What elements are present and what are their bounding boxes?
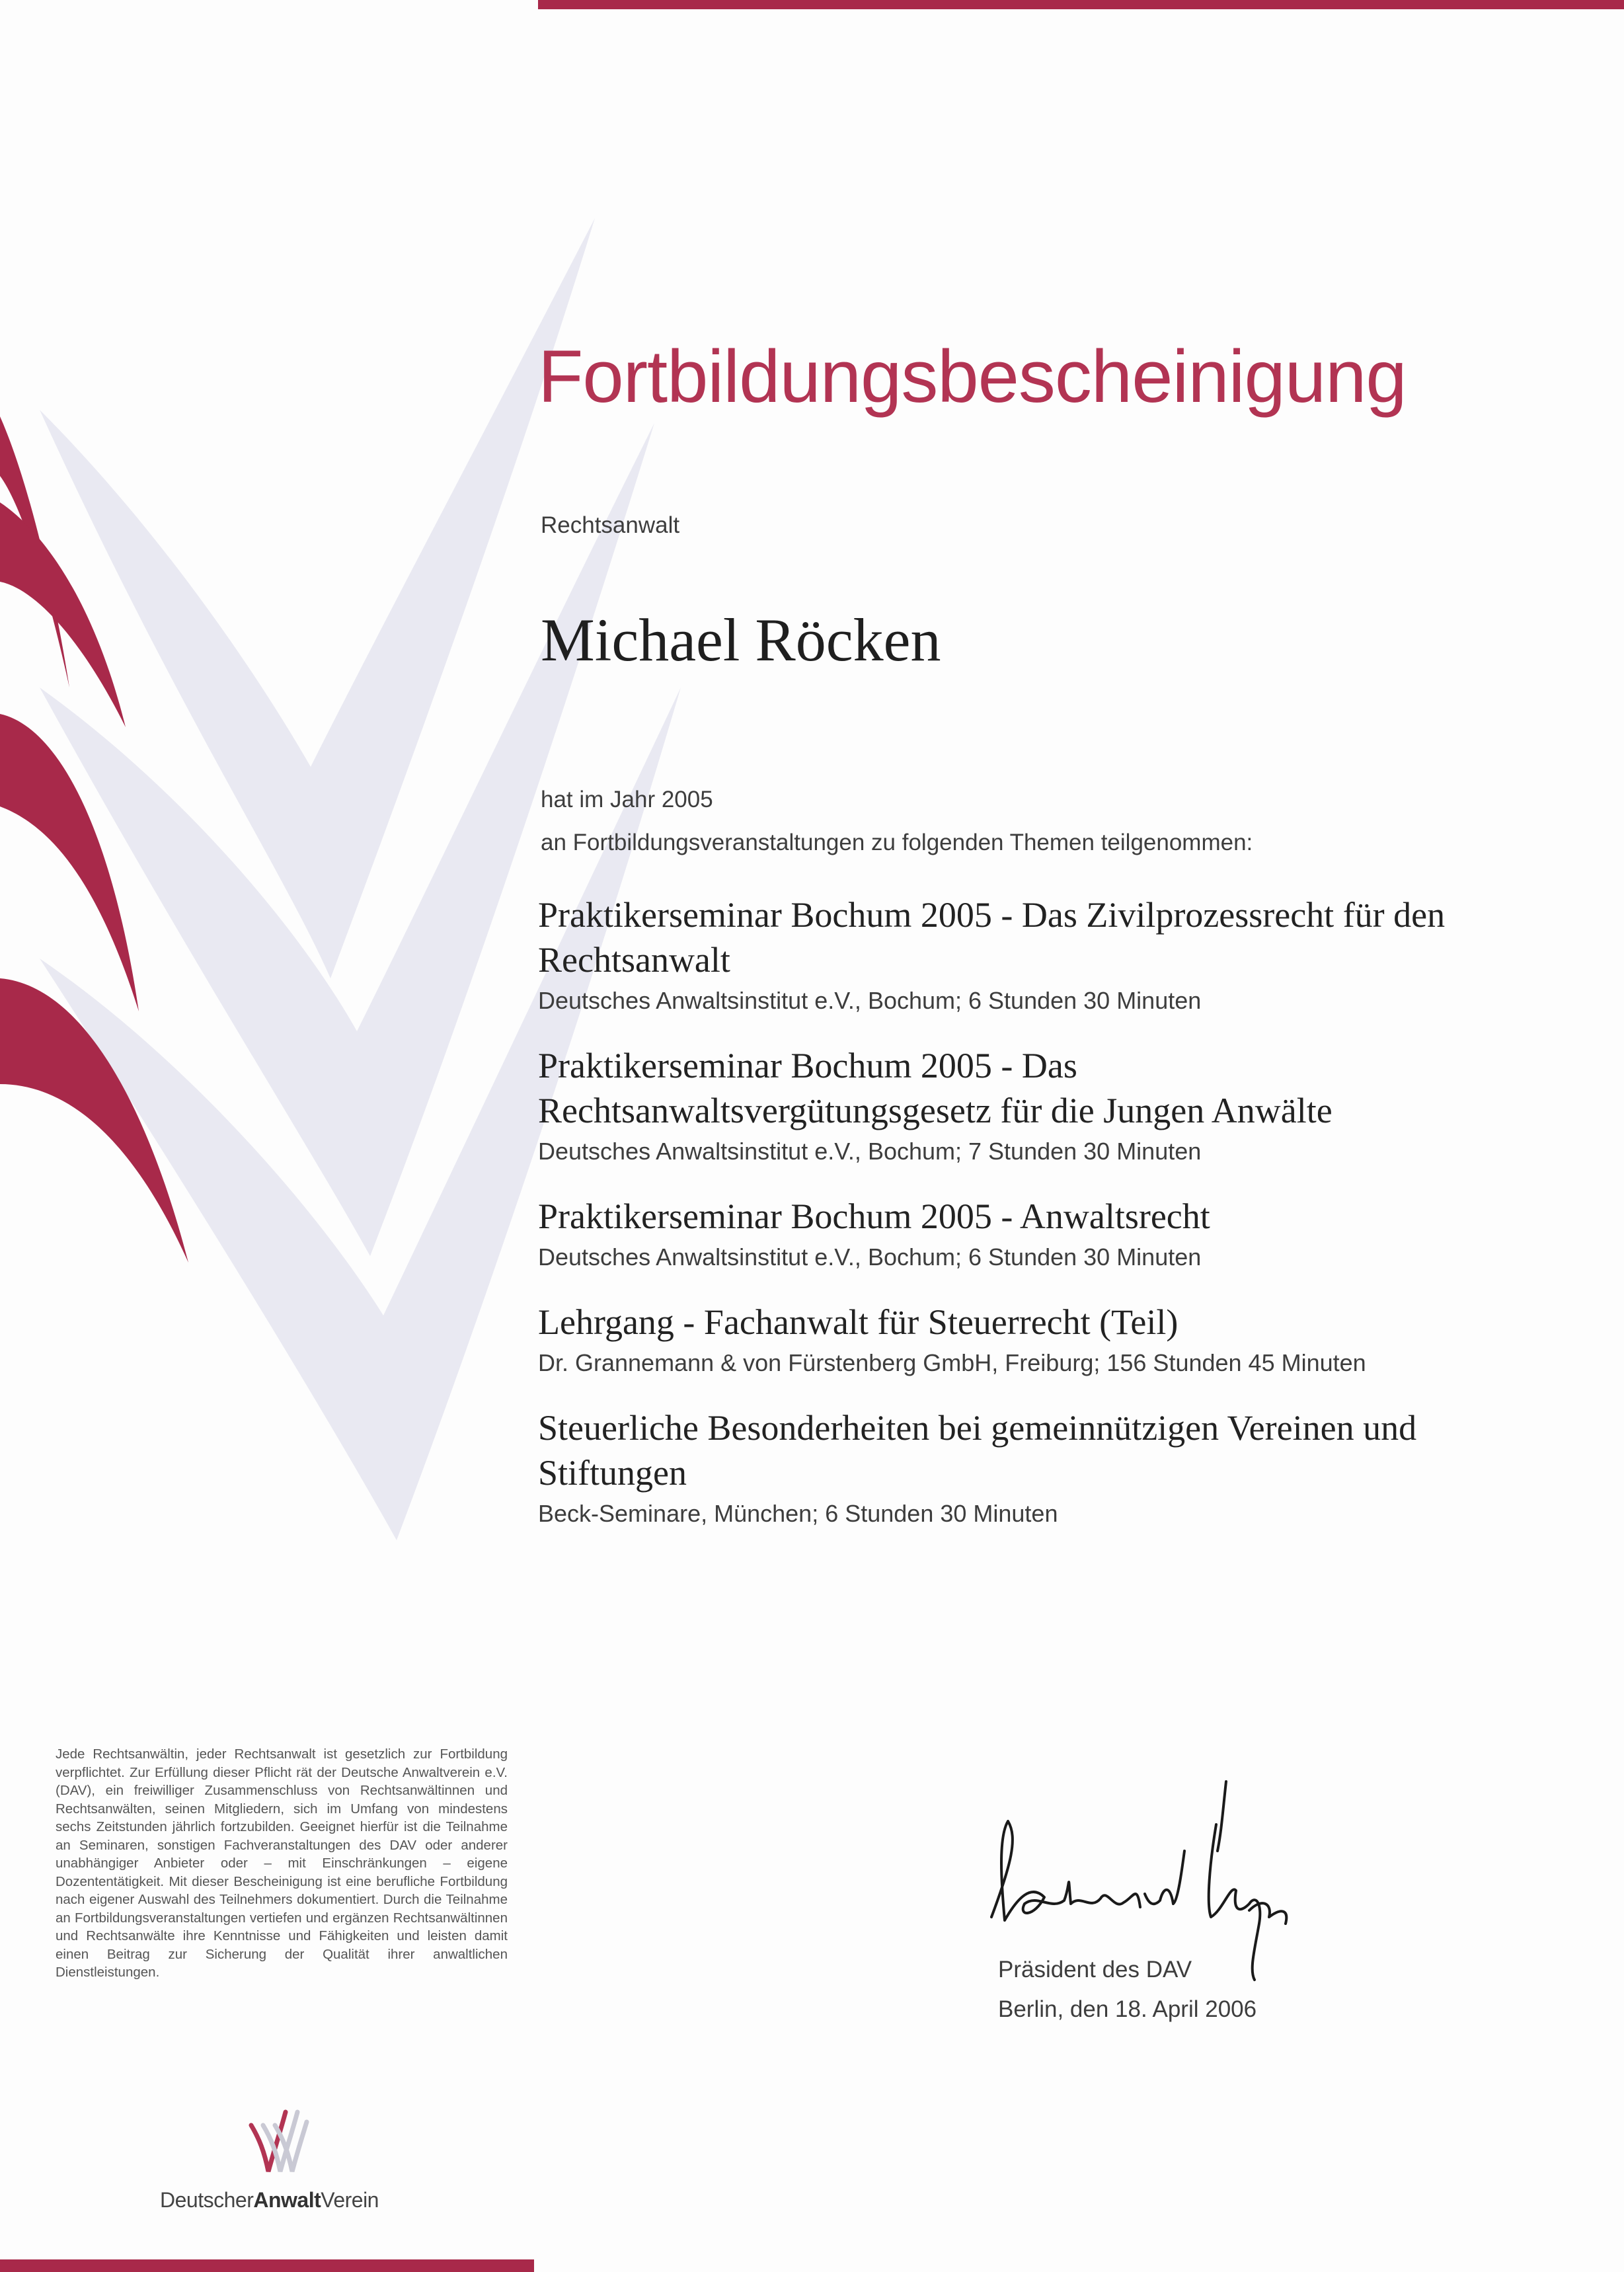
course-detail: Deutsches Anwaltsinstitut e.V., Bochum; 6 Stunden 30 Minuten xyxy=(538,987,1202,1014)
course-detail: Dr. Grannemann & von Fürstenberg GmbH, Freiburg; 156 Stunden 45 Minuten xyxy=(538,1349,1366,1376)
course-item xyxy=(538,1405,1496,1531)
certificate-title: Fortbildungsbescheinigung xyxy=(538,335,1407,418)
intro-year-line: hat im Jahr 2005 xyxy=(541,787,713,812)
course-item xyxy=(538,1043,1496,1169)
course-detail: Deutsches Anwaltsinstitut e.V., Bochum; 7 Stunden 30 Minuten xyxy=(538,1138,1202,1165)
course-title: Lehrgang - Fachanwalt für Steuerrecht (Teil) xyxy=(538,1302,1179,1342)
course-title: Praktikerseminar Bochum 2005 - Das Rechtsanwaltsvergütungsgesetz für die Jungen Anwälte xyxy=(538,1046,1333,1130)
recipient-salutation: Rechtsanwalt xyxy=(541,512,680,538)
course-item xyxy=(538,1300,1496,1380)
logo-text-suffix: Verein xyxy=(321,2188,379,2212)
course-detail: Deutsches Anwaltsinstitut e.V., Bochum; 6 Stunden 30 Minuten xyxy=(538,1243,1202,1271)
place-and-date: Berlin, den 18. April 2006 xyxy=(998,1996,1257,2022)
course-detail: Beck-Seminare, München; 6 Stunden 30 Minuten xyxy=(538,1500,1058,1527)
dav-logo-text xyxy=(160,2188,379,2213)
legal-note: Jede Rechtsanwältin, jeder Rechtsanwalt ist gesetzlich zur Fortbildung verpflichtet. Zur Erfüllung dieser Pflicht rät der Deutsche Anwaltverein e.V. (DAV), ein freiwilliger Zusammenschluss von Rechtsanwältinnen und Rechtsanwälten, seinen Mitgliedern, sich im Umfang von mindestens sechs Zeitstunden jährlich fortzubilden. Geeignet hierfür ist die Teilnahme an Seminaren, sonstigen Fachveranstaltungen des DAV oder anderer unabhängiger Anbieter oder – mit Einschränkungen – eigene Dozententätigkeit. Mit dieser Bescheinigung ist eine berufliche Fortbildung nach eigener Auswahl des Teilnehmers dokumentiert. Durch die Teilnahme an Fortbildungsveranstaltungen vertiefen und ergänzen Rechtsanwältinnen und Rechtsanwälte ihre Kenntnisse und Fähigkeiten und leisten damit einen Beitrag zur Sicherung der Qualität ihrer anwaltlichen Dienstleistungen. xyxy=(56,1746,508,1980)
dav-logo-icon xyxy=(246,2105,309,2178)
course-list xyxy=(538,892,1496,1556)
logo-text-prefix: Deutscher xyxy=(160,2188,254,2212)
handwritten-signature-icon xyxy=(972,1752,1342,1990)
intro-topics-line: an Fortbildungsveranstaltungen zu folgenden Themen teilgenommen: xyxy=(541,830,1253,855)
recipient-name: Michael Röcken xyxy=(541,606,941,674)
signatory-role: Präsident des DAV xyxy=(998,1957,1192,1982)
bottom-accent-bar xyxy=(0,2259,534,2272)
course-title: Steuerliche Besonderheiten bei gemeinnützigen Vereinen und Stiftungen xyxy=(538,1408,1417,1493)
course-title: Praktikerseminar Bochum 2005 - Anwaltsrecht xyxy=(538,1196,1210,1236)
course-item xyxy=(538,1194,1496,1274)
course-item xyxy=(538,892,1496,1018)
course-title: Praktikerseminar Bochum 2005 - Das Zivilprozessrecht für den Rechtsanwalt xyxy=(538,895,1446,980)
logo-text-bold: Anwalt xyxy=(253,2188,321,2212)
